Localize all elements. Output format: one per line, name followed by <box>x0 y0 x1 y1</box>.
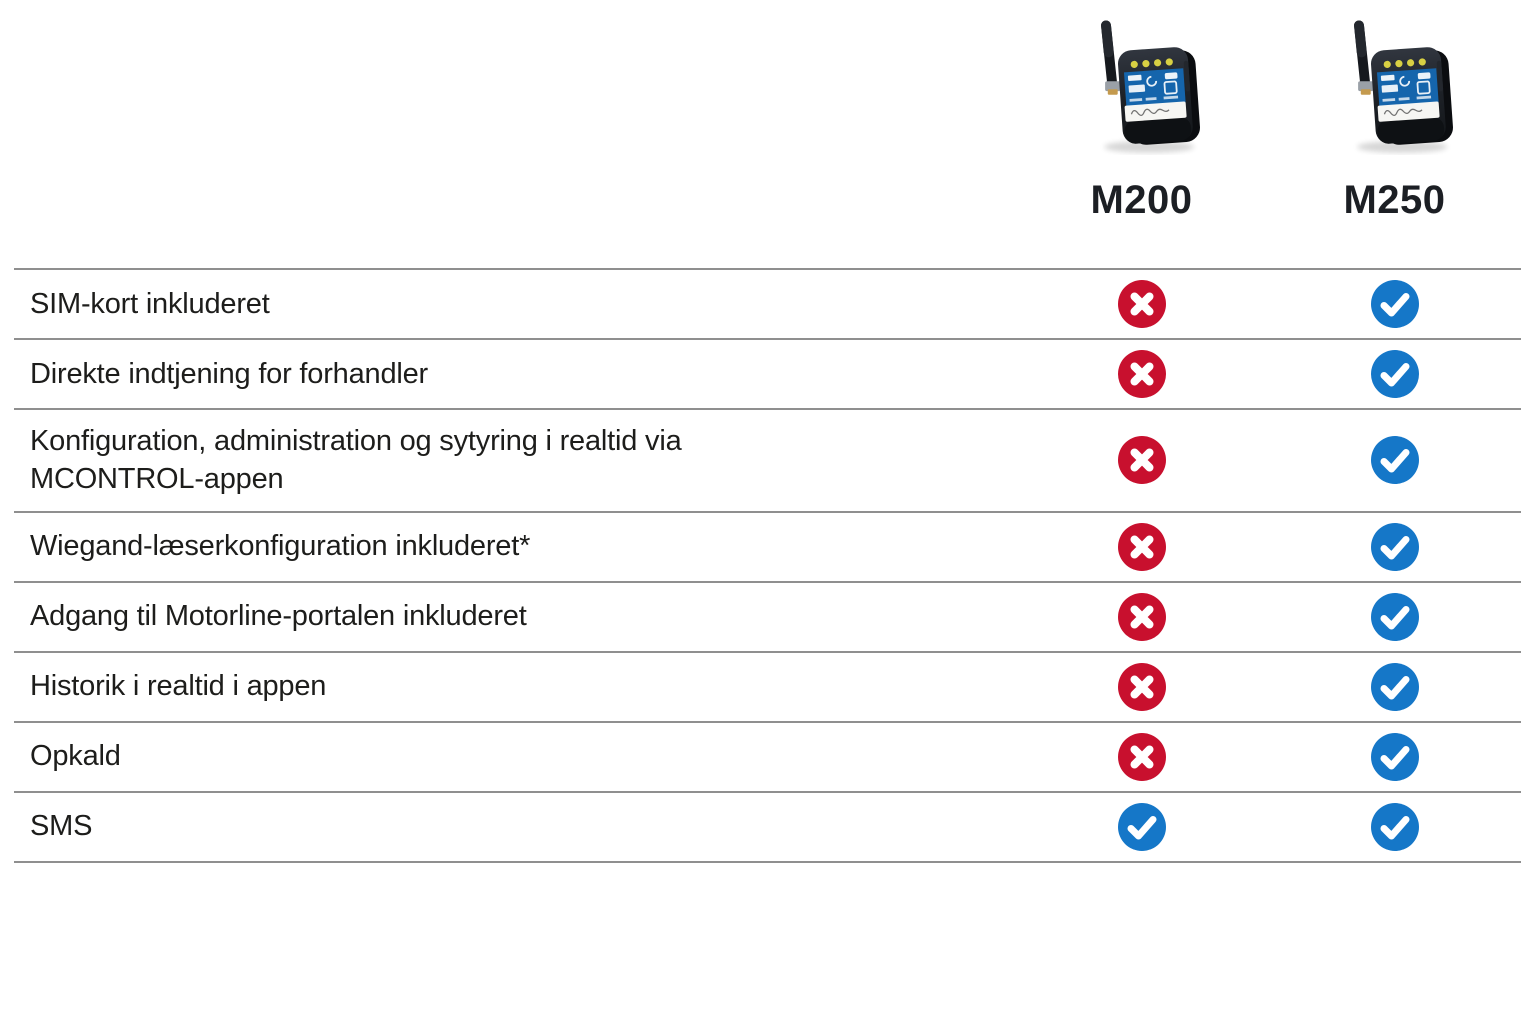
gsm-device-image <box>1079 8 1205 158</box>
feature-label-text: Wiegand-læserkonfiguration inkluderet* <box>30 530 531 563</box>
feature-label <box>14 585 1015 647</box>
m250-cell <box>1268 513 1521 581</box>
m250-cell <box>1268 723 1521 791</box>
feature-table <box>14 268 1521 863</box>
feature-label <box>14 343 1015 405</box>
m250-cell <box>1268 340 1521 408</box>
table-row <box>14 721 1521 791</box>
m250-cell <box>1268 793 1521 861</box>
m250-cell <box>1268 653 1521 721</box>
cross-icon <box>1118 733 1166 781</box>
product-name-m200: M200 <box>1090 178 1193 222</box>
feature-label <box>14 515 1015 577</box>
m200-cell <box>1015 653 1268 721</box>
check-icon <box>1371 593 1419 641</box>
cross-icon <box>1118 663 1166 711</box>
table-row <box>14 511 1521 581</box>
gsm-device-image <box>1332 8 1458 158</box>
product-header-row <box>0 0 1536 222</box>
feature-label <box>14 725 1015 787</box>
cross-icon <box>1118 436 1166 484</box>
cross-icon <box>1118 280 1166 328</box>
check-icon <box>1371 523 1419 571</box>
m250-cell <box>1268 270 1521 338</box>
product-column-m200 <box>1015 8 1268 222</box>
product-name-m250: M250 <box>1343 178 1446 222</box>
m200-cell <box>1015 340 1268 408</box>
feature-label-text: SIM-kort inkluderet <box>30 287 270 320</box>
feature-label <box>14 273 1015 335</box>
feature-label <box>14 795 1015 857</box>
table-row <box>14 791 1521 861</box>
feature-label-text: Historik i realtid i appen <box>30 670 327 703</box>
m200-cell <box>1015 723 1268 791</box>
table-row <box>14 268 1521 338</box>
product-column-m250 <box>1268 8 1521 222</box>
check-icon <box>1371 663 1419 711</box>
check-icon <box>1371 803 1419 851</box>
m200-cell <box>1015 410 1268 511</box>
feature-label <box>14 410 1015 511</box>
table-row <box>14 581 1521 651</box>
feature-label-text: Adgang til Motorline-portalen inkluderet <box>30 600 527 633</box>
check-icon <box>1371 436 1419 484</box>
check-icon <box>1118 803 1166 851</box>
table-row <box>14 408 1521 511</box>
cross-icon <box>1118 523 1166 571</box>
table-row <box>14 338 1521 408</box>
table-row <box>14 651 1521 721</box>
cross-icon <box>1118 593 1166 641</box>
m200-cell <box>1015 270 1268 338</box>
m200-cell <box>1015 513 1268 581</box>
feature-label-text: Konfiguration, administration og sytyring i realtid via MCONTROL-appen <box>30 425 682 496</box>
feature-label-text: Direkte indtjening for forhandler <box>30 357 429 390</box>
feature-label <box>14 655 1015 717</box>
m250-cell <box>1268 410 1521 511</box>
m200-cell <box>1015 583 1268 651</box>
m200-cell <box>1015 793 1268 861</box>
feature-label-text: Opkald <box>30 740 121 773</box>
m250-cell <box>1268 583 1521 651</box>
check-icon <box>1371 350 1419 398</box>
check-icon <box>1371 280 1419 328</box>
check-icon <box>1371 733 1419 781</box>
feature-label-text: SMS <box>30 810 93 843</box>
cross-icon <box>1118 350 1166 398</box>
